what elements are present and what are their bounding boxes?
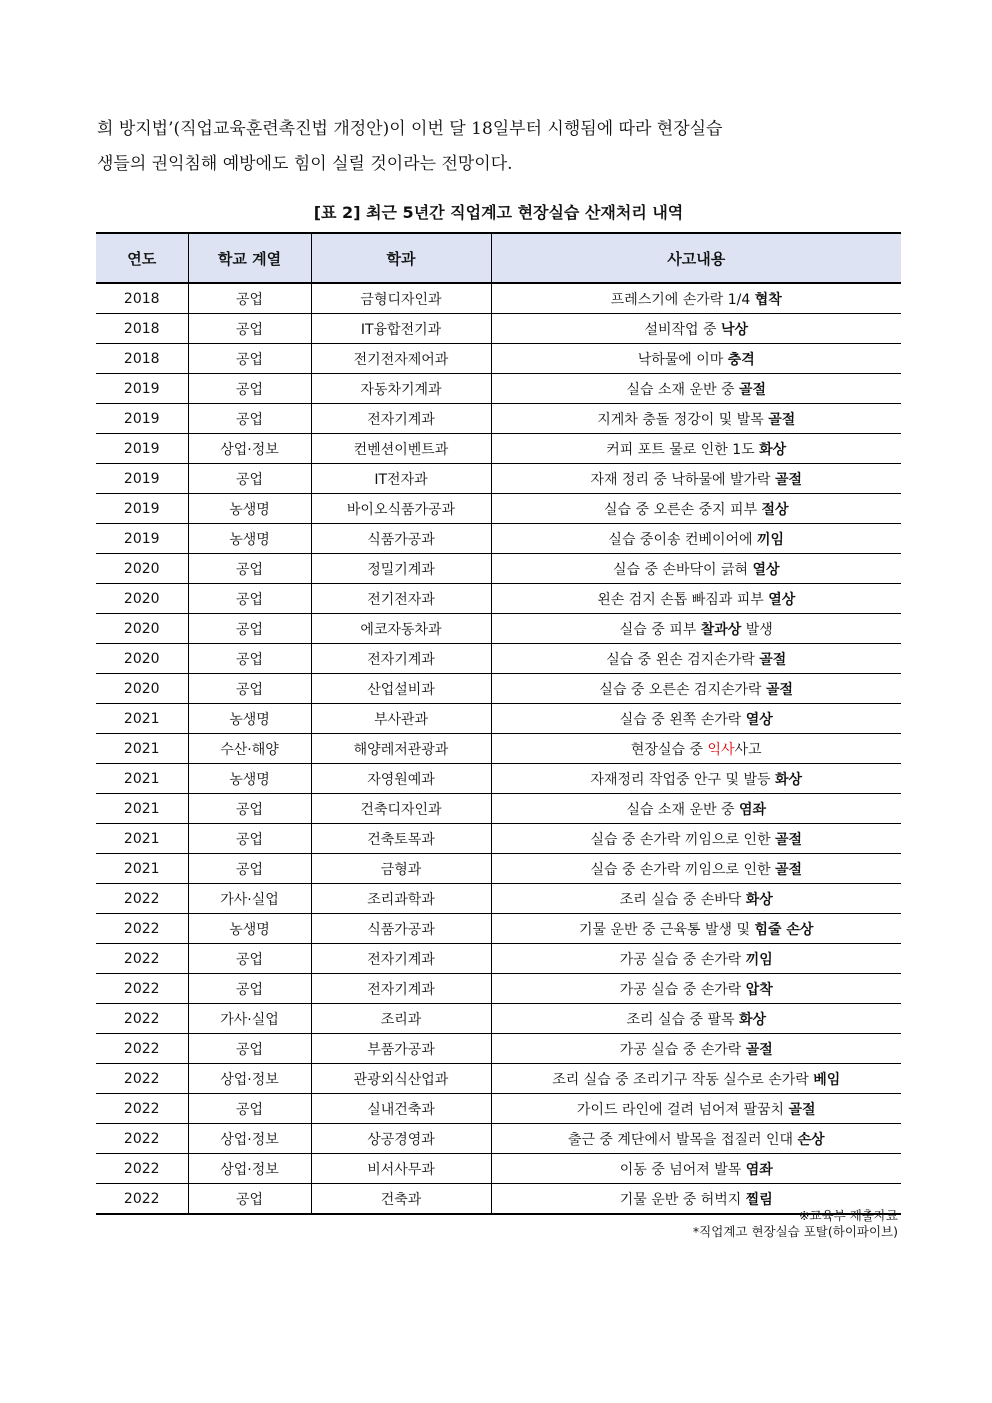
accident-cell	[491, 824, 901, 854]
accident-type: 골절	[774, 861, 803, 878]
table-row	[96, 884, 901, 914]
year-cell: 2022	[96, 1094, 188, 1124]
school-type-cell: 수산·해양	[188, 734, 311, 764]
accident-type: 끼임	[757, 531, 785, 548]
department-cell: IT전자과	[311, 464, 491, 494]
table-row	[96, 644, 901, 674]
accident-type: 화상	[738, 1011, 767, 1028]
accident-text: 기물 운반 중 근육통 발생 및	[579, 921, 755, 938]
intro-line-1: 희 방지법’(직업교육훈련촉진법 개정안)이 이번 달 18일부터 시행됨에 따라 현장실습	[97, 119, 723, 139]
accident-type: 화상	[745, 891, 773, 908]
department-cell: 전자기계과	[311, 944, 491, 974]
year-cell: 2022	[96, 1184, 188, 1215]
accident-text: 실습 중 손가락 끼임으로 인한	[590, 831, 775, 848]
department-cell: 부품가공과	[311, 1034, 491, 1064]
department-cell: 실내건축과	[311, 1094, 491, 1124]
school-type-cell: 공업	[188, 1184, 311, 1215]
school-type-cell: 상업·정보	[188, 434, 311, 464]
department-cell: 부사관과	[311, 704, 491, 734]
department-cell: 전자기계과	[311, 974, 491, 1004]
accident-cell	[491, 1004, 901, 1034]
accident-cell	[491, 554, 901, 584]
accident-type: 화상	[759, 441, 787, 458]
accident-type: 열상	[768, 591, 796, 608]
accident-text: 기물 운반 중 허벅지	[619, 1191, 746, 1208]
school-type-cell: 상업·정보	[188, 1124, 311, 1154]
department-cell: 조리과	[311, 1004, 491, 1034]
table-row	[96, 674, 901, 704]
school-type-cell: 공업	[188, 1094, 311, 1124]
table-row	[96, 314, 901, 344]
accident-type: 충격	[727, 351, 755, 368]
header-accident: 사고내용	[491, 233, 901, 283]
accident-cell	[491, 464, 901, 494]
department-cell: 건축과	[311, 1184, 491, 1215]
year-cell: 2022	[96, 1004, 188, 1034]
accident-cell	[491, 734, 901, 764]
accident-cell	[491, 614, 901, 644]
intro-line-2: 생들의 권익침해 예방에도 힘이 실릴 것이라는 전망이다.	[97, 154, 513, 174]
year-cell: 2019	[96, 524, 188, 554]
school-type-cell: 공업	[188, 854, 311, 884]
school-type-cell: 농생명	[188, 494, 311, 524]
accident-type: 절상	[761, 501, 789, 518]
accident-type: 낙상	[720, 321, 749, 338]
year-cell: 2022	[96, 1064, 188, 1094]
accident-text: 실습 소재 운반 중	[626, 801, 739, 818]
accident-cell	[491, 944, 901, 974]
year-cell: 2022	[96, 914, 188, 944]
table-row	[96, 344, 901, 374]
accident-type: 골절	[738, 381, 767, 398]
year-cell: 2019	[96, 404, 188, 434]
department-cell: 컨벤션이벤트과	[311, 434, 491, 464]
accident-type: 찔림	[745, 1191, 773, 1208]
accident-type: 골절	[774, 471, 803, 488]
year-cell: 2021	[96, 824, 188, 854]
accident-cell	[491, 434, 901, 464]
accident-cell	[491, 974, 901, 1004]
accident-type: 염좌	[745, 1161, 773, 1178]
table-row	[96, 614, 901, 644]
school-type-cell: 공업	[188, 644, 311, 674]
accident-text: 조리 실습 중 조리기구 작동 실수로 손가락	[552, 1071, 814, 1088]
accident-suffix: 사고	[734, 741, 762, 758]
accident-type: 골절	[759, 651, 787, 668]
accident-cell	[491, 494, 901, 524]
accident-text: 왼손 검지 손톱 빠짐과 피부	[597, 591, 769, 608]
accident-cell	[491, 1034, 901, 1064]
school-type-cell: 공업	[188, 944, 311, 974]
table-row	[96, 374, 901, 404]
department-cell: 금형디자인과	[311, 283, 491, 314]
accident-text: 조리 실습 중 손바닥	[619, 891, 746, 908]
accident-text: 가공 실습 중 손가락	[619, 1041, 746, 1058]
department-cell: 전기전자과	[311, 584, 491, 614]
accident-type: 찰과상	[700, 621, 742, 638]
accident-text: 가공 실습 중 손가락	[619, 951, 746, 968]
table-row	[96, 734, 901, 764]
year-cell: 2022	[96, 974, 188, 1004]
year-cell: 2018	[96, 344, 188, 374]
source-note	[693, 1208, 898, 1240]
accident-cell	[491, 1154, 901, 1184]
accident-cell	[491, 283, 901, 314]
year-cell: 2021	[96, 704, 188, 734]
accident-cell	[491, 884, 901, 914]
year-cell: 2022	[96, 1154, 188, 1184]
accident-text: 조리 실습 중 팔목	[626, 1011, 739, 1028]
table-row	[96, 794, 901, 824]
table-row	[96, 914, 901, 944]
year-cell: 2022	[96, 884, 188, 914]
accident-text: 실습 중 손가락 끼임으로 인한	[590, 861, 775, 878]
accident-table	[96, 232, 901, 1215]
accident-type: 골절	[774, 831, 803, 848]
intro-paragraph	[97, 112, 897, 182]
year-cell: 2021	[96, 764, 188, 794]
table-row	[96, 824, 901, 854]
accident-type: 손상	[797, 1131, 825, 1148]
year-cell: 2020	[96, 614, 188, 644]
table-caption: [표 2] 최근 5년간 직업계고 현장실습 산재처리 내역	[313, 203, 684, 222]
year-cell: 2019	[96, 494, 188, 524]
department-cell: 관광외식산업과	[311, 1064, 491, 1094]
accident-text: 낙하물에 이마	[637, 351, 728, 368]
table-row	[96, 524, 901, 554]
school-type-cell: 공업	[188, 314, 311, 344]
accident-text: 실습 중 왼쪽 손가락	[619, 711, 746, 728]
department-cell: 전자기계과	[311, 644, 491, 674]
department-cell: 해양레저관광과	[311, 734, 491, 764]
accident-type: 힘줄 손상	[754, 921, 814, 938]
accident-text: 설비작업 중	[644, 321, 721, 338]
school-type-cell: 농생명	[188, 914, 311, 944]
accident-text: 실습 중이송 컨베이어에	[608, 531, 758, 548]
accident-cell	[491, 584, 901, 614]
department-cell: 식품가공과	[311, 914, 491, 944]
accident-type: 골절	[768, 411, 796, 428]
table-row	[96, 944, 901, 974]
school-type-cell: 공업	[188, 464, 311, 494]
table-row	[96, 704, 901, 734]
accident-cell	[491, 674, 901, 704]
accident-cell	[491, 524, 901, 554]
accident-type: 골절	[745, 1041, 773, 1058]
table-row	[96, 1124, 901, 1154]
accident-text: 실습 중 왼손 검지손가락	[606, 651, 760, 668]
department-cell: 식품가공과	[311, 524, 491, 554]
year-cell: 2020	[96, 554, 188, 584]
accident-text: 자재정리 작업중 안구 및 발등	[590, 771, 775, 788]
accident-type: 끼임	[745, 951, 773, 968]
accident-type: 협착	[754, 291, 782, 308]
accident-cell	[491, 794, 901, 824]
school-type-cell: 공업	[188, 1034, 311, 1064]
header-department: 학과	[311, 233, 491, 283]
accident-cell	[491, 344, 901, 374]
accident-type: 열상	[752, 561, 780, 578]
year-cell: 2021	[96, 734, 188, 764]
accident-type: 압착	[745, 981, 773, 998]
accident-cell	[491, 644, 901, 674]
school-type-cell: 상업·정보	[188, 1064, 311, 1094]
year-cell: 2019	[96, 434, 188, 464]
accident-cell	[491, 854, 901, 884]
school-type-cell: 가사·실업	[188, 884, 311, 914]
school-type-cell: 농생명	[188, 704, 311, 734]
accident-suffix: 발생	[741, 621, 773, 638]
table-row	[96, 283, 901, 314]
accident-cell	[491, 1094, 901, 1124]
school-type-cell: 공업	[188, 283, 311, 314]
table-row	[96, 1094, 901, 1124]
school-type-cell: 공업	[188, 374, 311, 404]
department-cell: 상공경영과	[311, 1124, 491, 1154]
table-body	[96, 283, 901, 1214]
accident-type-highlight: 익사	[707, 741, 735, 758]
accident-text: 지게차 충돌 정강이 및 발목	[597, 411, 769, 428]
department-cell: 자영원예과	[311, 764, 491, 794]
accident-cell	[491, 1064, 901, 1094]
year-cell: 2018	[96, 314, 188, 344]
department-cell: 정밀기계과	[311, 554, 491, 584]
table-row	[96, 1004, 901, 1034]
department-cell: 산업설비과	[311, 674, 491, 704]
accident-text: 출근 중 계단에서 발목을 접질러 인대	[567, 1131, 798, 1148]
accident-type: 열상	[745, 711, 773, 728]
department-cell: 금형과	[311, 854, 491, 884]
table-row	[96, 764, 901, 794]
department-cell: 비서사무과	[311, 1154, 491, 1184]
table-row	[96, 434, 901, 464]
header-school-type: 학교 계열	[188, 233, 311, 283]
accident-cell	[491, 374, 901, 404]
accident-text: 실습 중 오른손 검지손가락	[599, 681, 766, 698]
accident-text: 프레스기에 손가락 1/4	[610, 291, 755, 308]
school-type-cell: 공업	[188, 554, 311, 584]
department-cell: 건축토목과	[311, 824, 491, 854]
accident-cell	[491, 764, 901, 794]
table-row	[96, 494, 901, 524]
year-cell: 2019	[96, 464, 188, 494]
table-row	[96, 584, 901, 614]
accident-text: 가이드 라인에 걸려 넘어져 팔꿈치	[576, 1101, 789, 1118]
year-cell: 2020	[96, 584, 188, 614]
table-row	[96, 1034, 901, 1064]
accident-text: 실습 소재 운반 중	[626, 381, 739, 398]
year-cell: 2021	[96, 794, 188, 824]
accident-type: 염좌	[738, 801, 767, 818]
accident-text: 실습 중 오른손 중지 피부	[603, 501, 762, 518]
year-cell: 2022	[96, 1034, 188, 1064]
year-cell: 2022	[96, 1124, 188, 1154]
table-row	[96, 854, 901, 884]
accident-text: 커피 포트 물로 인한 1도	[606, 441, 760, 458]
year-cell: 2022	[96, 944, 188, 974]
source-line-1: ※교육부 제출자료	[799, 1208, 898, 1223]
accident-cell	[491, 1124, 901, 1154]
department-cell: 전기전자제어과	[311, 344, 491, 374]
accident-cell	[491, 704, 901, 734]
table-row	[96, 1064, 901, 1094]
accident-type: 베임	[813, 1071, 841, 1088]
accident-text: 현장실습 중	[630, 741, 708, 758]
school-type-cell: 가사·실업	[188, 1004, 311, 1034]
table-row	[96, 464, 901, 494]
department-cell: 조리과학과	[311, 884, 491, 914]
school-type-cell: 공업	[188, 344, 311, 374]
school-type-cell: 공업	[188, 794, 311, 824]
year-cell: 2020	[96, 674, 188, 704]
accident-text: 실습 중 피부	[619, 621, 701, 638]
year-cell: 2019	[96, 374, 188, 404]
school-type-cell: 공업	[188, 584, 311, 614]
school-type-cell: 공업	[188, 824, 311, 854]
school-type-cell: 상업·정보	[188, 1154, 311, 1184]
year-cell: 2021	[96, 854, 188, 884]
accident-text: 실습 중 손바닥이 긁혀	[612, 561, 753, 578]
accident-text: 자재 정리 중 낙하물에 발가락	[590, 471, 775, 488]
department-cell: 바이오식품가공과	[311, 494, 491, 524]
accident-cell	[491, 404, 901, 434]
school-type-cell: 공업	[188, 614, 311, 644]
year-cell: 2020	[96, 644, 188, 674]
accident-cell	[491, 914, 901, 944]
table-row	[96, 554, 901, 584]
accident-cell	[491, 314, 901, 344]
accident-text: 가공 실습 중 손가락	[619, 981, 746, 998]
source-line-2: *직업계고 현장실습 포탈(하이파이브)	[692, 1224, 898, 1239]
department-cell: 전자기계과	[311, 404, 491, 434]
department-cell: 자동차기계과	[311, 374, 491, 404]
department-cell: IT융합전기과	[311, 314, 491, 344]
header-year: 연도	[96, 233, 188, 283]
accident-type: 골절	[766, 681, 794, 698]
accident-text: 이동 중 넘어져 발목	[619, 1161, 746, 1178]
table-row	[96, 1154, 901, 1184]
school-type-cell: 공업	[188, 974, 311, 1004]
school-type-cell: 농생명	[188, 524, 311, 554]
accident-type: 골절	[788, 1101, 816, 1118]
year-cell: 2018	[96, 283, 188, 314]
table-header-row	[96, 233, 901, 283]
school-type-cell: 농생명	[188, 764, 311, 794]
accident-type: 화상	[774, 771, 803, 788]
table-row	[96, 404, 901, 434]
school-type-cell: 공업	[188, 404, 311, 434]
department-cell: 에코자동차과	[311, 614, 491, 644]
table-row	[96, 974, 901, 1004]
department-cell: 건축디자인과	[311, 794, 491, 824]
school-type-cell: 공업	[188, 674, 311, 704]
